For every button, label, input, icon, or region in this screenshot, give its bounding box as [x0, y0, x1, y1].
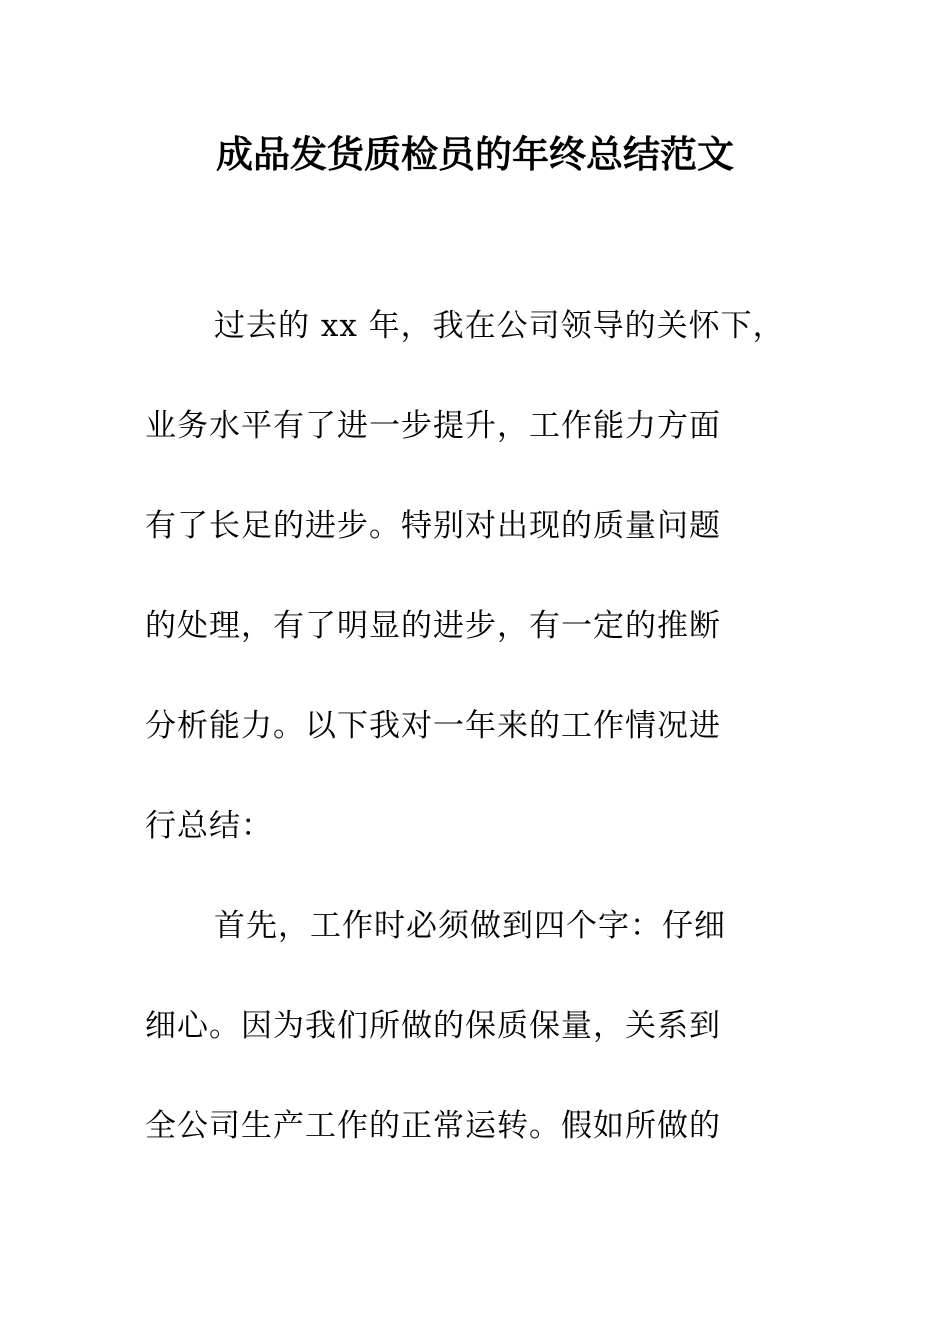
paragraph-1-line-6: 行总结： — [145, 808, 273, 844]
paragraph-2-line-3: 全公司生产工作的正常运转。假如所做的 — [145, 1108, 721, 1144]
paragraph-2-line-1: 首先，工作时必须做到四个字：仔细 — [214, 908, 726, 944]
paragraph-1-line-2: 业务水平有了进一步提升，工作能力方面 — [145, 408, 721, 444]
paragraph-1-line-3: 有了长足的进步。特别对出现的质量问题 — [145, 508, 721, 544]
document-title: 成品发货质检员的年终总结范文 — [216, 132, 734, 176]
paragraph-1-line-5: 分析能力。以下我对一年来的工作情况进 — [145, 708, 721, 744]
paragraph-1-line-4: 的处理，有了明显的进步，有一定的推断 — [145, 608, 721, 644]
paragraph-2-line-2: 细心。因为我们所做的保质保量，关系到 — [145, 1008, 721, 1044]
paragraph-1-line-1: 过去的 xx 年，我在公司领导的关怀下， — [214, 308, 785, 344]
